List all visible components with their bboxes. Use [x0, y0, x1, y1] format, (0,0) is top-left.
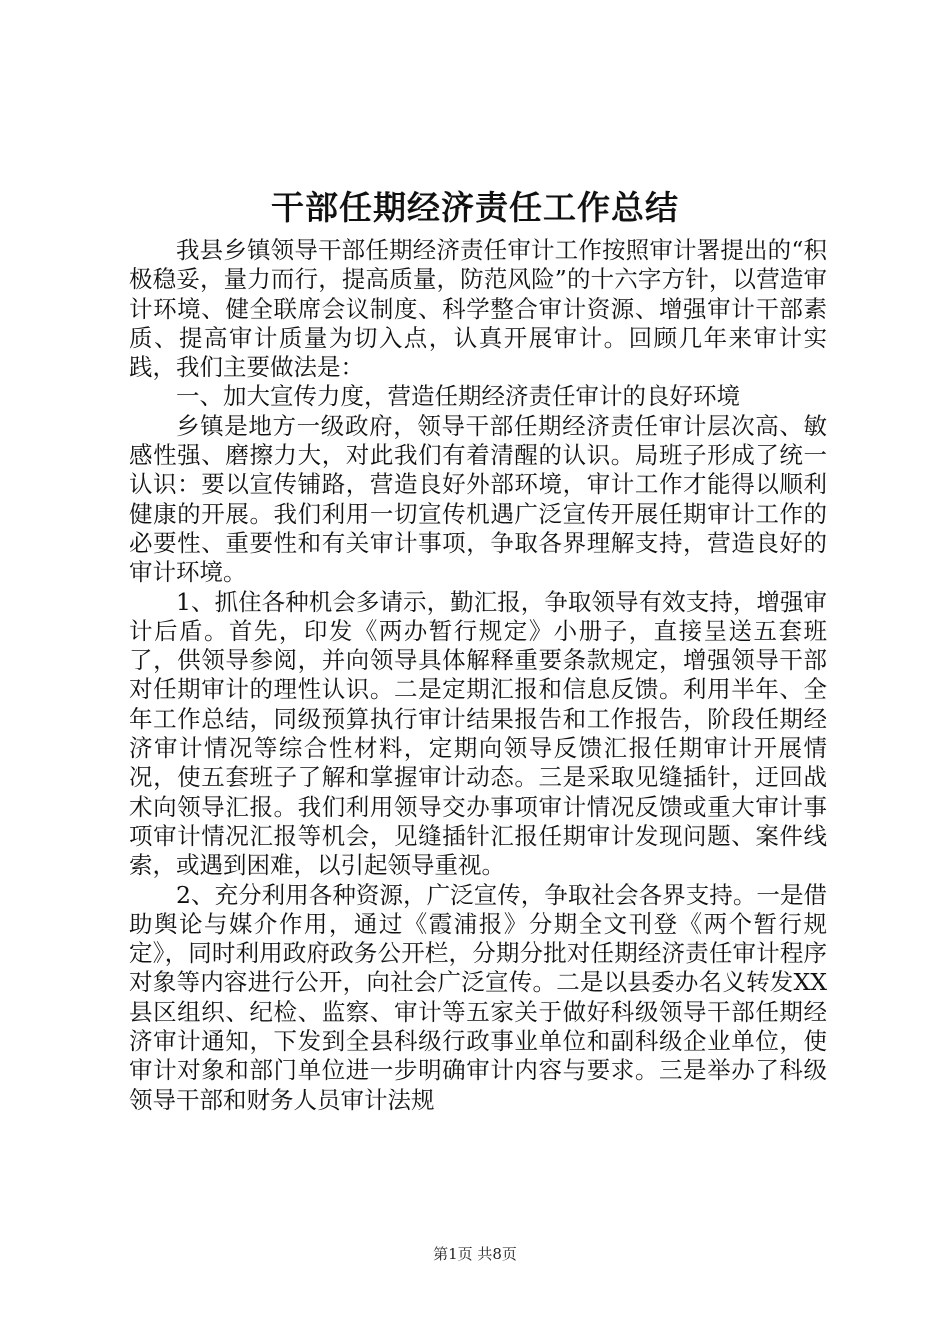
- body-paragraph: 2、充分利用各种资源，广泛宣传，争取社会各界支持。一是借助舆论与媒介作用，通过《霞浦报》分期全文刊登《两个暂行规定》，同时利用政府政务公开栏，分期分批对任期经济责任审计程序对象等内容进行公开，向社会广泛宣传。二是以县委办名义转发XX县区组织、纪检、监察、审计等五家关于做好科级领导干部任期经济审计通知，下发到全县科级行政事业单位和副科级企业单位，使审计对象和部门单位进一步明确审计内容与要求。三是举办了科级领导干部和财务人员审计法规: [129, 880, 827, 1114]
- body-paragraph: 乡镇是地方一级政府，领导干部任期经济责任审计层次高、敏感性强、磨擦力大，对此我们有着清醒的认识。局班子形成了统一认识：要以宣传铺路，营造良好外部环境，审计工作才能得以顺利健康的开展。我们利用一切宣传机遇广泛宣传开展任期审计工作的必要性、重要性和有关审计事项，争取各界理解支持，营造良好的审计环境。: [129, 411, 827, 587]
- section-heading: 一、加大宣传力度，营造任期经济责任审计的良好环境: [176, 382, 740, 411]
- page-number-footer: 第1页 共8页: [433, 1245, 517, 1263]
- intro-paragraph: 我县乡镇领导干部任期经济责任审计工作按照审计署提出的“积极稳妥，量力而行，提高质量，防范风险”的十六字方针，以营造审计环境、健全联席会议制度、科学整合审计资源、增强审计干部素质、提高审计质量为切入点，认真开展审计。回顾几年来审计实践，我们主要做法是：: [129, 236, 827, 382]
- document-body: [129, 236, 827, 1115]
- document-title: 干部任期经济责任工作总结: [271, 188, 679, 227]
- body-paragraph: 1、抓住各种机会多请示，勤汇报，争取领导有效支持，增强审计后盾。首先，印发《两办暂行规定》小册子，直接呈送五套班了，供领导参阅，并向领导具体解释重要条款规定，增强领导干部对任期审计的理性认识。二是定期汇报和信息反馈。利用半年、全年工作总结，同级预算执行审计结果报告和工作报告，阶段任期经济审计情况等综合性材料，定期向领导反馈汇报任期审计开展情况，使五套班子了解和掌握审计动态。三是采取见缝插针，迂回战术向领导汇报。我们利用领导交办事项审计情况反馈或重大审计事项审计情况汇报等机会，见缝插针汇报任期审计发现问题、案件线索，或遇到困难，以引起领导重视。: [129, 587, 827, 880]
